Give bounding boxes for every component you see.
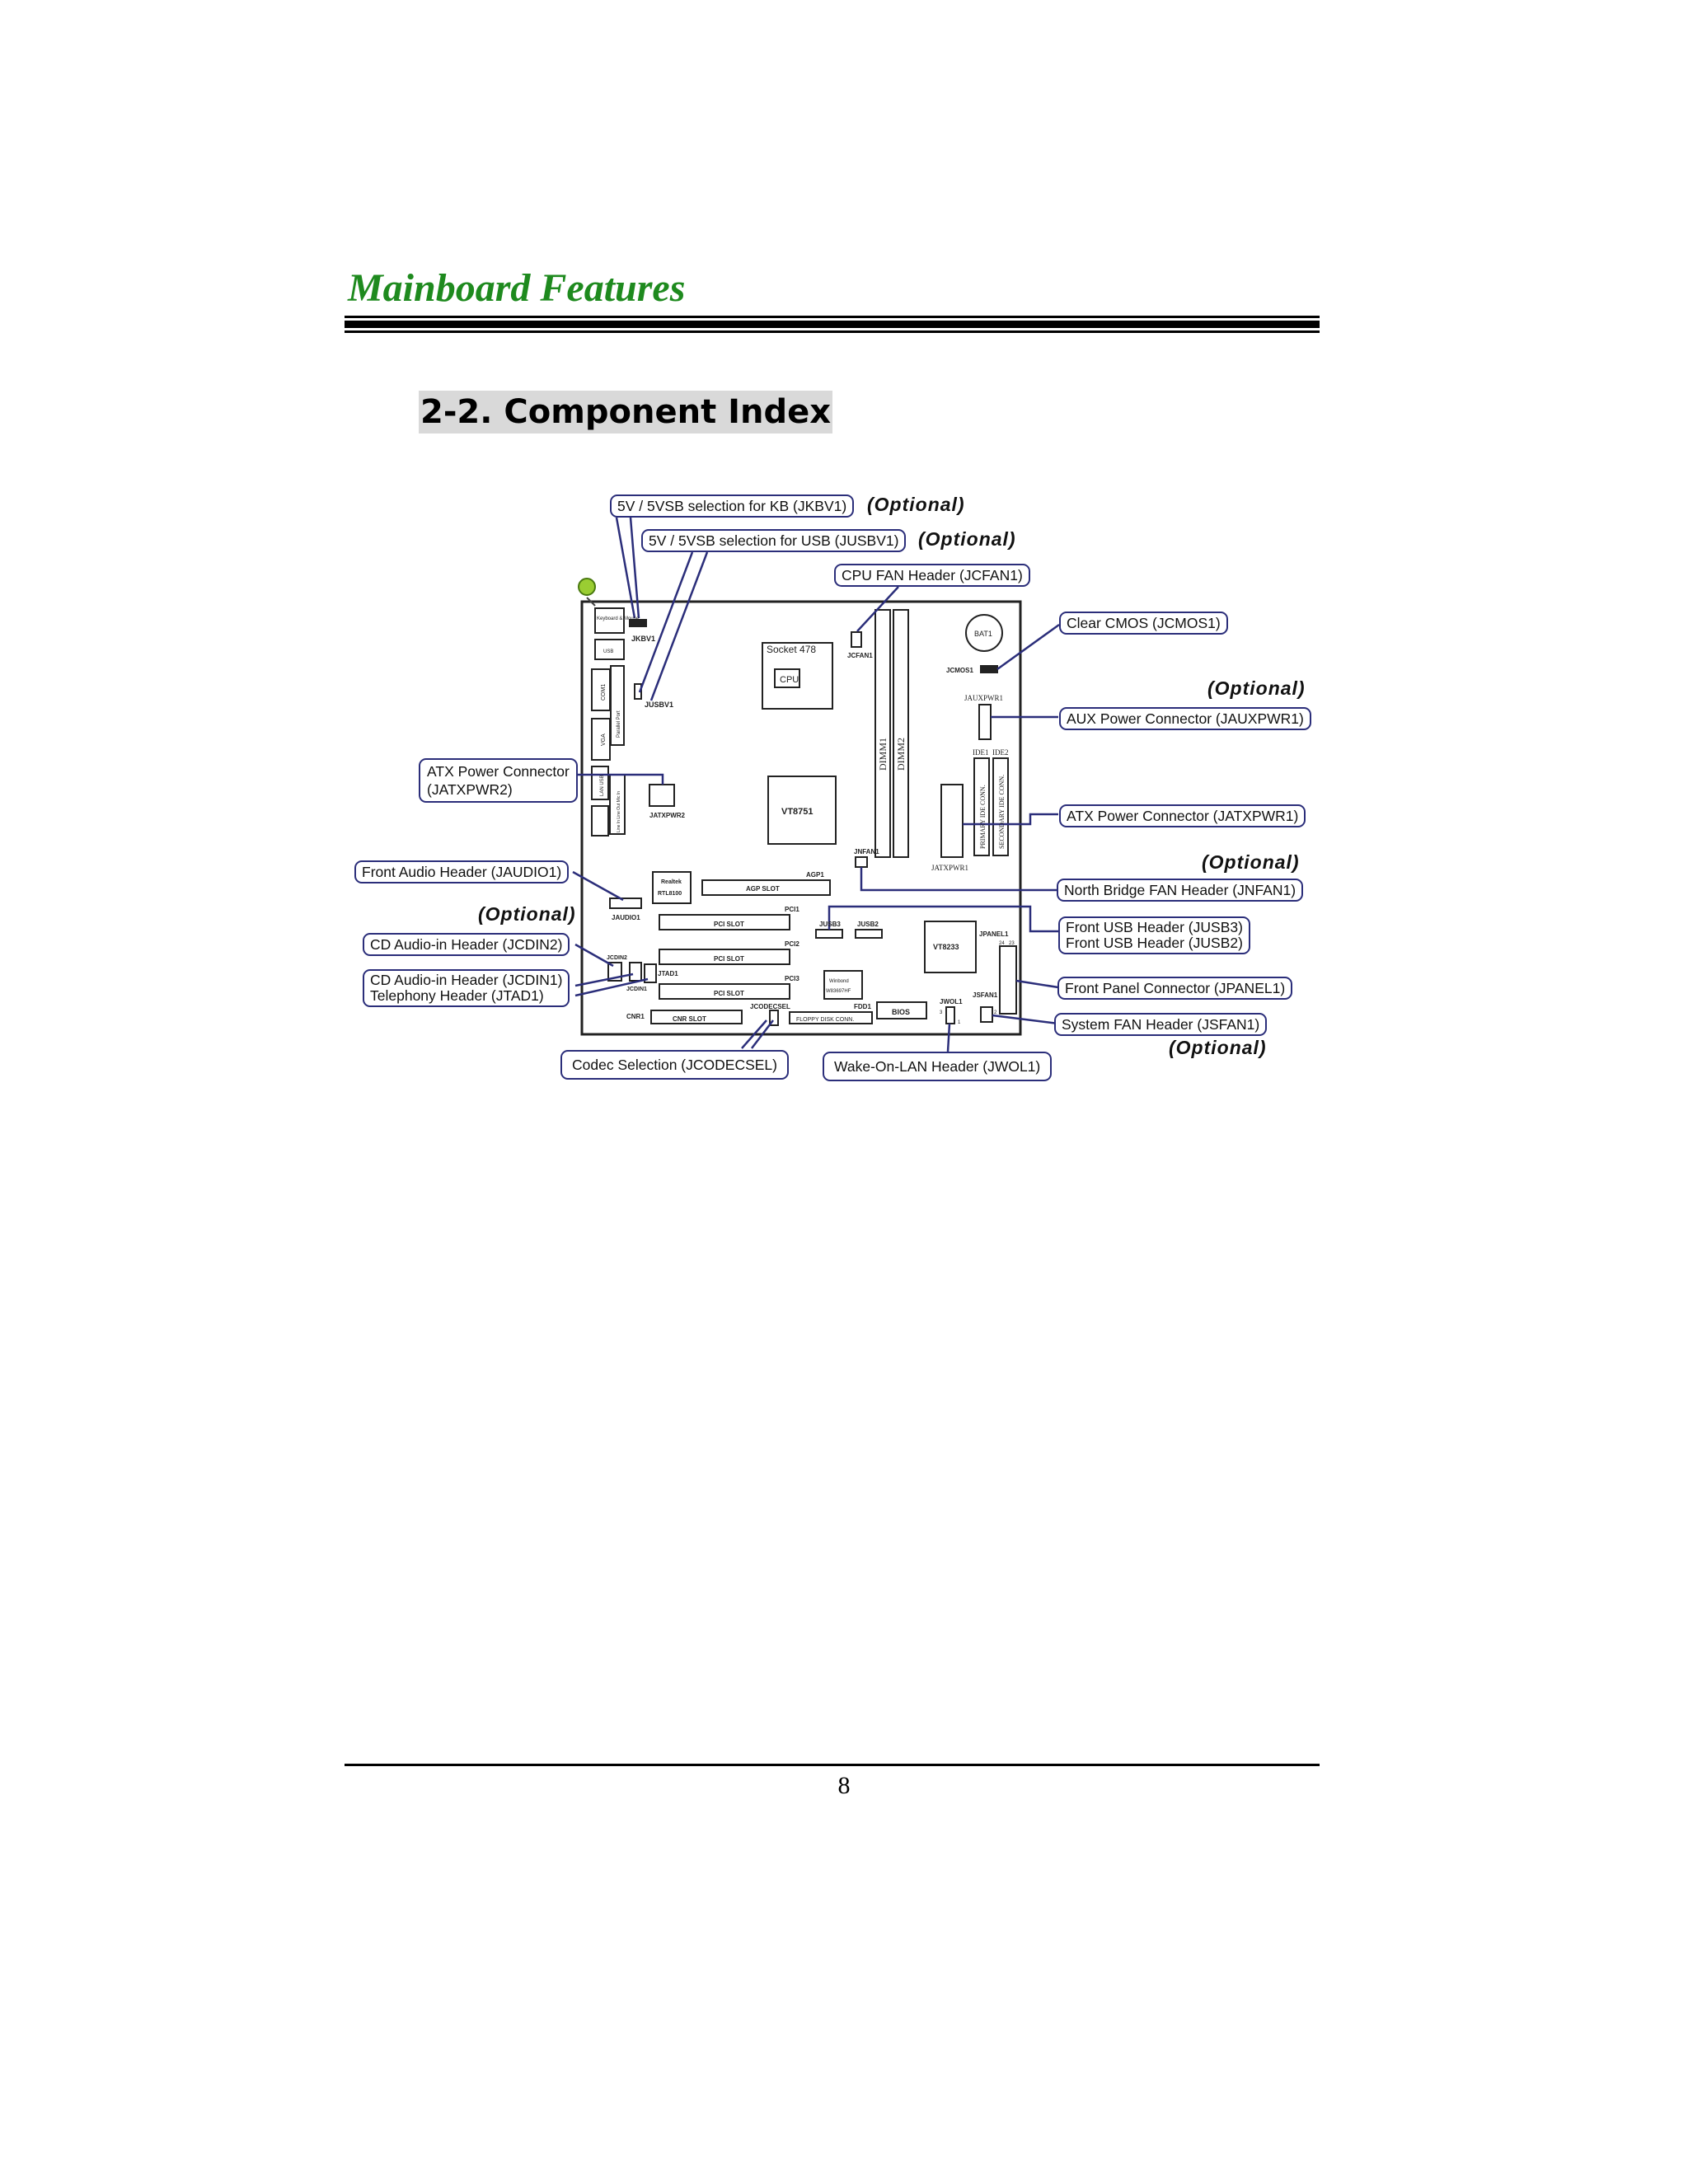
label-rtl8100: RTL8100	[658, 891, 682, 897]
jcdin1-header	[630, 963, 641, 981]
callout-jcfan1: CPU FAN Header (JCFAN1)	[834, 564, 1030, 587]
callout-jtad1: Telephony Header (JTAD1)	[370, 987, 544, 1004]
jpanel1-header	[1000, 946, 1016, 1014]
realtek-chip	[653, 872, 691, 903]
label-jusb3: JUSB3	[819, 921, 841, 928]
label-usb: USB	[603, 649, 614, 654]
dimm1-slot	[875, 610, 890, 857]
label-jusbv1: JUSBV1	[645, 701, 674, 709]
optional-label-jkbv1: (Optional)	[867, 494, 965, 515]
label-jsfan1: JSFAN1	[973, 991, 998, 999]
label-vga: VGA	[601, 733, 607, 746]
optional-label-jauxpwr1: (Optional)	[1207, 677, 1306, 699]
label-cpu: CPU	[780, 675, 799, 685]
page-number: 8	[837, 1772, 851, 1799]
label-dimm2: DIMM2	[895, 737, 907, 771]
callout-jnfan1: North Bridge FAN Header (JNFAN1)	[1057, 879, 1303, 902]
jusb2-header	[856, 930, 882, 938]
section-title: 2-2. Component Index	[419, 391, 832, 434]
label-floppy: FLOPPY DISK CONN.	[796, 1017, 855, 1023]
label-jusb2: JUSB2	[857, 921, 879, 928]
jsfan1-header	[981, 1007, 992, 1022]
leader-jwol1	[948, 1024, 950, 1052]
label-cnr-slot: CNR SLOT	[673, 1015, 706, 1023]
callout-jkbv1: 5V / 5VSB selection for KB (JKBV1)	[610, 494, 854, 518]
label-jnfan1: JNFAN1	[854, 848, 879, 855]
label-socket: Socket 478	[767, 644, 817, 655]
label-kb-ms: Keyboard & Mouse	[597, 616, 640, 621]
dimm2-slot	[893, 610, 908, 857]
label-jwol1-pin-3: 3	[940, 1010, 943, 1015]
label-lan-usb: LAN USB	[600, 775, 605, 796]
label-fdd1: FDD1	[854, 1003, 871, 1010]
leader-jatxpwr1	[963, 814, 1058, 824]
label-agp1: AGP1	[806, 871, 824, 879]
label-pci2: PCI2	[785, 940, 799, 948]
label-winbond: Winbond	[829, 979, 849, 984]
label-jtad1: JTAD1	[658, 970, 678, 977]
label-jatxpwr1: JATXPWR1	[931, 864, 969, 872]
winbond-chip	[824, 971, 862, 999]
jatxpwr2-connector	[649, 785, 674, 806]
label-parallel: Parallel Port	[617, 710, 621, 738]
label-bios: BIOS	[892, 1008, 911, 1016]
label-primary-ide: PRIMARY IDE CONN.	[979, 785, 987, 849]
callout-jusbv1: 5V / 5VSB selection for USB (JUSBV1)	[641, 529, 906, 552]
label-agp-slot: AGP SLOT	[746, 885, 780, 893]
callout-jatxpwr1: ATX Power Connector (JATXPWR1)	[1059, 804, 1306, 827]
label-vt8233: VT8233	[933, 943, 959, 951]
label-jwol1-pin-1: 1	[958, 1020, 961, 1025]
label-audio-ports: Line In Line Out Mic In	[617, 790, 621, 832]
label-pci1: PCI1	[785, 906, 799, 913]
callout-jwol1: Wake-On-LAN Header (JWOL1)	[823, 1052, 1052, 1081]
jnfan1-header	[856, 857, 867, 867]
leader-jpanel1	[1016, 981, 1058, 987]
audio-port-1	[592, 806, 608, 836]
callout-jcdin1-jtad1	[363, 969, 570, 1007]
leader-jaudio1	[573, 872, 623, 900]
jcmos1-jumper	[981, 666, 997, 673]
jusb3-header	[816, 930, 842, 938]
label-jcodecsel: JCODECSEL	[750, 1003, 790, 1010]
label-jpanel-pin-24: 24	[999, 941, 1005, 946]
optional-label-jnfan1: (Optional)	[1202, 851, 1300, 873]
label-jpanel1: JPANEL1	[979, 930, 1009, 938]
label-cnr1: CNR1	[626, 1013, 645, 1020]
leader-jcfan1	[857, 587, 898, 631]
callout-jsfan1: System FAN Header (JSFAN1)	[1054, 1013, 1267, 1036]
chapter-title: Mainboard Features	[348, 266, 686, 310]
label-ide1: IDE1	[973, 748, 989, 757]
label-jauxpwr1: JAUXPWR1	[964, 694, 1004, 702]
label-pci3: PCI3	[785, 975, 799, 982]
label-jaudio1: JAUDIO1	[612, 914, 640, 921]
jcfan1-header	[851, 632, 861, 647]
optional-label-jcdin2: (Optional)	[478, 903, 576, 925]
label-jcmos1: JCMOS1	[946, 667, 973, 674]
leader-jcmos1	[997, 625, 1059, 669]
jauxpwr1-connector	[979, 705, 991, 739]
label-ide2: IDE2	[992, 748, 1009, 757]
label-realtek: Realtek	[661, 879, 682, 885]
label-jcdin2: JCDIN2	[607, 955, 627, 961]
callout-jatxpwr2	[419, 758, 578, 803]
leader-jusbv1-a	[640, 552, 692, 692]
callout-jauxpwr1: AUX Power Connector (JAUXPWR1)	[1059, 707, 1311, 730]
callout-jcodecsel: Codec Selection (JCODECSEL)	[560, 1050, 789, 1080]
optional-label-jsfan1: (Optional)	[1169, 1037, 1267, 1058]
leader-jsfan1	[992, 1015, 1058, 1024]
label-vt8751: VT8751	[781, 807, 814, 817]
label-pci-slot-1: PCI SLOT	[714, 921, 744, 928]
footer-rule	[345, 1764, 1320, 1766]
callout-jatxpwr2-line1: ATX Power Connector	[427, 763, 570, 780]
label-pci-slot-2: PCI SLOT	[714, 955, 744, 963]
callout-jaudio1: Front Audio Header (JAUDIO1)	[354, 860, 569, 883]
label-jcfan1: JCFAN1	[847, 652, 873, 659]
callout-jusb3: Front USB Header (JUSB3)	[1066, 919, 1243, 935]
label-com1: COM1	[601, 683, 607, 701]
callout-jpanel1: Front Panel Connector (JPANEL1)	[1057, 977, 1292, 1000]
callout-jusb2: Front USB Header (JUSB2)	[1066, 935, 1243, 951]
label-pci-slot-3: PCI SLOT	[714, 990, 744, 997]
label-jsfan1-pin-2: 2	[994, 1010, 997, 1015]
callout-jcdin1: CD Audio-in Header (JCDIN1)	[370, 972, 563, 988]
label-secondary-ide: SECONDARY IDE CONN.	[998, 774, 1006, 849]
callout-jcdin2: CD Audio-in Header (JCDIN2)	[363, 933, 570, 956]
label-jcdin1: JCDIN1	[626, 987, 647, 992]
jwol1-header	[946, 1007, 954, 1024]
label-jwol1: JWOL1	[940, 998, 963, 1005]
leader-jusbv1-b	[651, 552, 707, 701]
leader-jatxpwr2	[575, 775, 663, 785]
jaudio1-header	[610, 898, 641, 908]
jatxpwr1-connector	[941, 785, 963, 857]
callout-jcmos1: Clear CMOS (JCMOS1)	[1059, 612, 1228, 635]
callout-jatxpwr2-line2: (JATXPWR2)	[427, 781, 513, 798]
label-dimm1: DIMM1	[877, 737, 889, 771]
label-jpanel-pin-23: 23	[1009, 941, 1015, 946]
label-jkbv1: JKBV1	[631, 635, 656, 643]
label-w83697hf: W83697HF	[826, 989, 851, 994]
label-jatxpwr2: JATXPWR2	[649, 812, 685, 819]
callout-jusb	[1058, 916, 1250, 954]
optional-label-jusbv1: (Optional)	[918, 528, 1016, 550]
label-bat1: BAT1	[974, 630, 992, 638]
